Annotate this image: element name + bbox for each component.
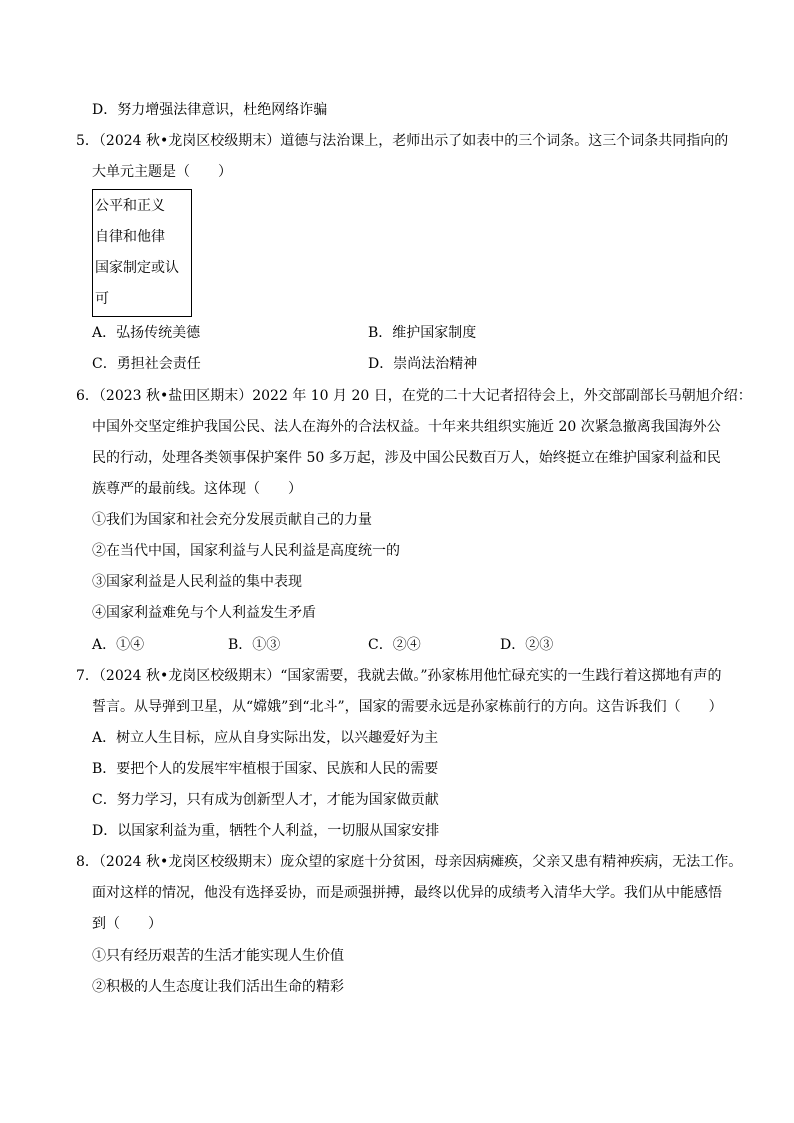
q6-stem-line-1: 6．（2023 秋•盐田区期末）2022 年 10 月 20 日，在党的二十大记者招待会上，外交部副部长马朝旭介绍： — [76, 388, 752, 404]
q7-stem-line-2: 誓言。从导弹到卫星，从“嫦娥”到“北斗”，国家的需要永远是孙家栋前行的方向。这告诉我们（ ） — [92, 699, 723, 715]
q6-options-row — [92, 635, 692, 655]
q6-option-a: A．①④ — [92, 637, 145, 653]
q7-stem-line-1: 7．（2024 秋•龙岗区校级期末）“国家需要，我就去做。”孙家栋用他忙碌充实的一生践行着这掷地有声的 — [76, 668, 722, 684]
q4-option-d: D．努力增强法律意识，杜绝网络诈骗 — [92, 102, 328, 118]
q5-word-4: 可 — [95, 291, 109, 307]
q7-option-d: D．以国家利益为重，牺牲个人利益，一切服从国家安排 — [92, 823, 440, 839]
q7-option-b: B．要把个人的发展牢牢植根于国家、民族和人民的需要 — [92, 761, 439, 777]
q5-option-b: B．维护国家制度 — [368, 325, 477, 341]
q5-options-row-1 — [92, 323, 692, 343]
q6-statement-3: ③国家利益是人民利益的集中表现 — [92, 574, 302, 590]
q7-option-c: C．努力学习，只有成为创新型人才，才能为国家做贡献 — [92, 792, 439, 808]
q5-option-c: C．勇担社会责任 — [92, 356, 201, 372]
q8-stem-line-3: 到（ ） — [92, 916, 162, 932]
q6-stem-line-4: 族尊严的最前线。这体现（ ） — [92, 481, 302, 497]
q6-stem-line-3: 民的行动，处理各类领事保护案件 50 多万起，涉及中国公民数百万人，始终挺立在维护国家利益和民 — [92, 450, 721, 466]
q8-stem-line-2: 面对这样的情况，他没有选择妥协，而是顽强拼搏，最终以优异的成绩考入清华大学。我们从中能感悟 — [92, 885, 722, 901]
q5-stem-line-1: 5．（2024 秋•龙岗区校级期末）道德与法治课上，老师出示了如表中的三个词条。这三个词条共同指向的 — [76, 133, 729, 149]
q6-statement-2: ②在当代中国，国家利益与人民利益是高度统一的 — [92, 543, 400, 559]
q8-statement-1: ①只有经历艰苦的生活才能实现人生价值 — [92, 948, 344, 964]
q5-word-2: 自律和他律 — [95, 229, 165, 245]
q6-statement-4: ④国家利益难免与个人利益发生矛盾 — [92, 605, 316, 621]
q5-word-1: 公平和正义 — [95, 198, 165, 214]
q5-option-a: A．弘扬传统美德 — [92, 325, 201, 341]
q6-option-d: D．②③ — [500, 637, 554, 653]
q5-options-row-2 — [92, 354, 692, 374]
q5-option-d: D．崇尚法治精神 — [368, 356, 478, 372]
q5-word-table — [92, 189, 192, 317]
q7-option-a: A．树立人生目标，应从自身实际出发，以兴趣爱好为主 — [92, 730, 439, 746]
q5-stem-line-2: 大单元主题是（ ） — [92, 164, 232, 180]
q8-stem-line-1: 8．（2024 秋•龙岗区校级期末）庞众望的家庭十分贫困，母亲因病瘫痪，父亲又患有精神疾病，无法工作。 — [76, 854, 743, 870]
q6-option-c: C．②④ — [368, 637, 421, 653]
q6-stem-line-2: 中国外交坚定维护我国公民、法人在海外的合法权益。十年来共组织实施近 20 次紧急撤离我国海外公 — [92, 419, 721, 435]
q6-statement-1: ①我们为国家和社会充分发展贡献自己的力量 — [92, 512, 372, 528]
q6-option-b: B．①③ — [228, 637, 281, 653]
q5-word-3: 国家制定或认 — [95, 260, 179, 276]
q8-statement-2: ②积极的人生态度让我们活出生命的精彩 — [92, 979, 344, 995]
